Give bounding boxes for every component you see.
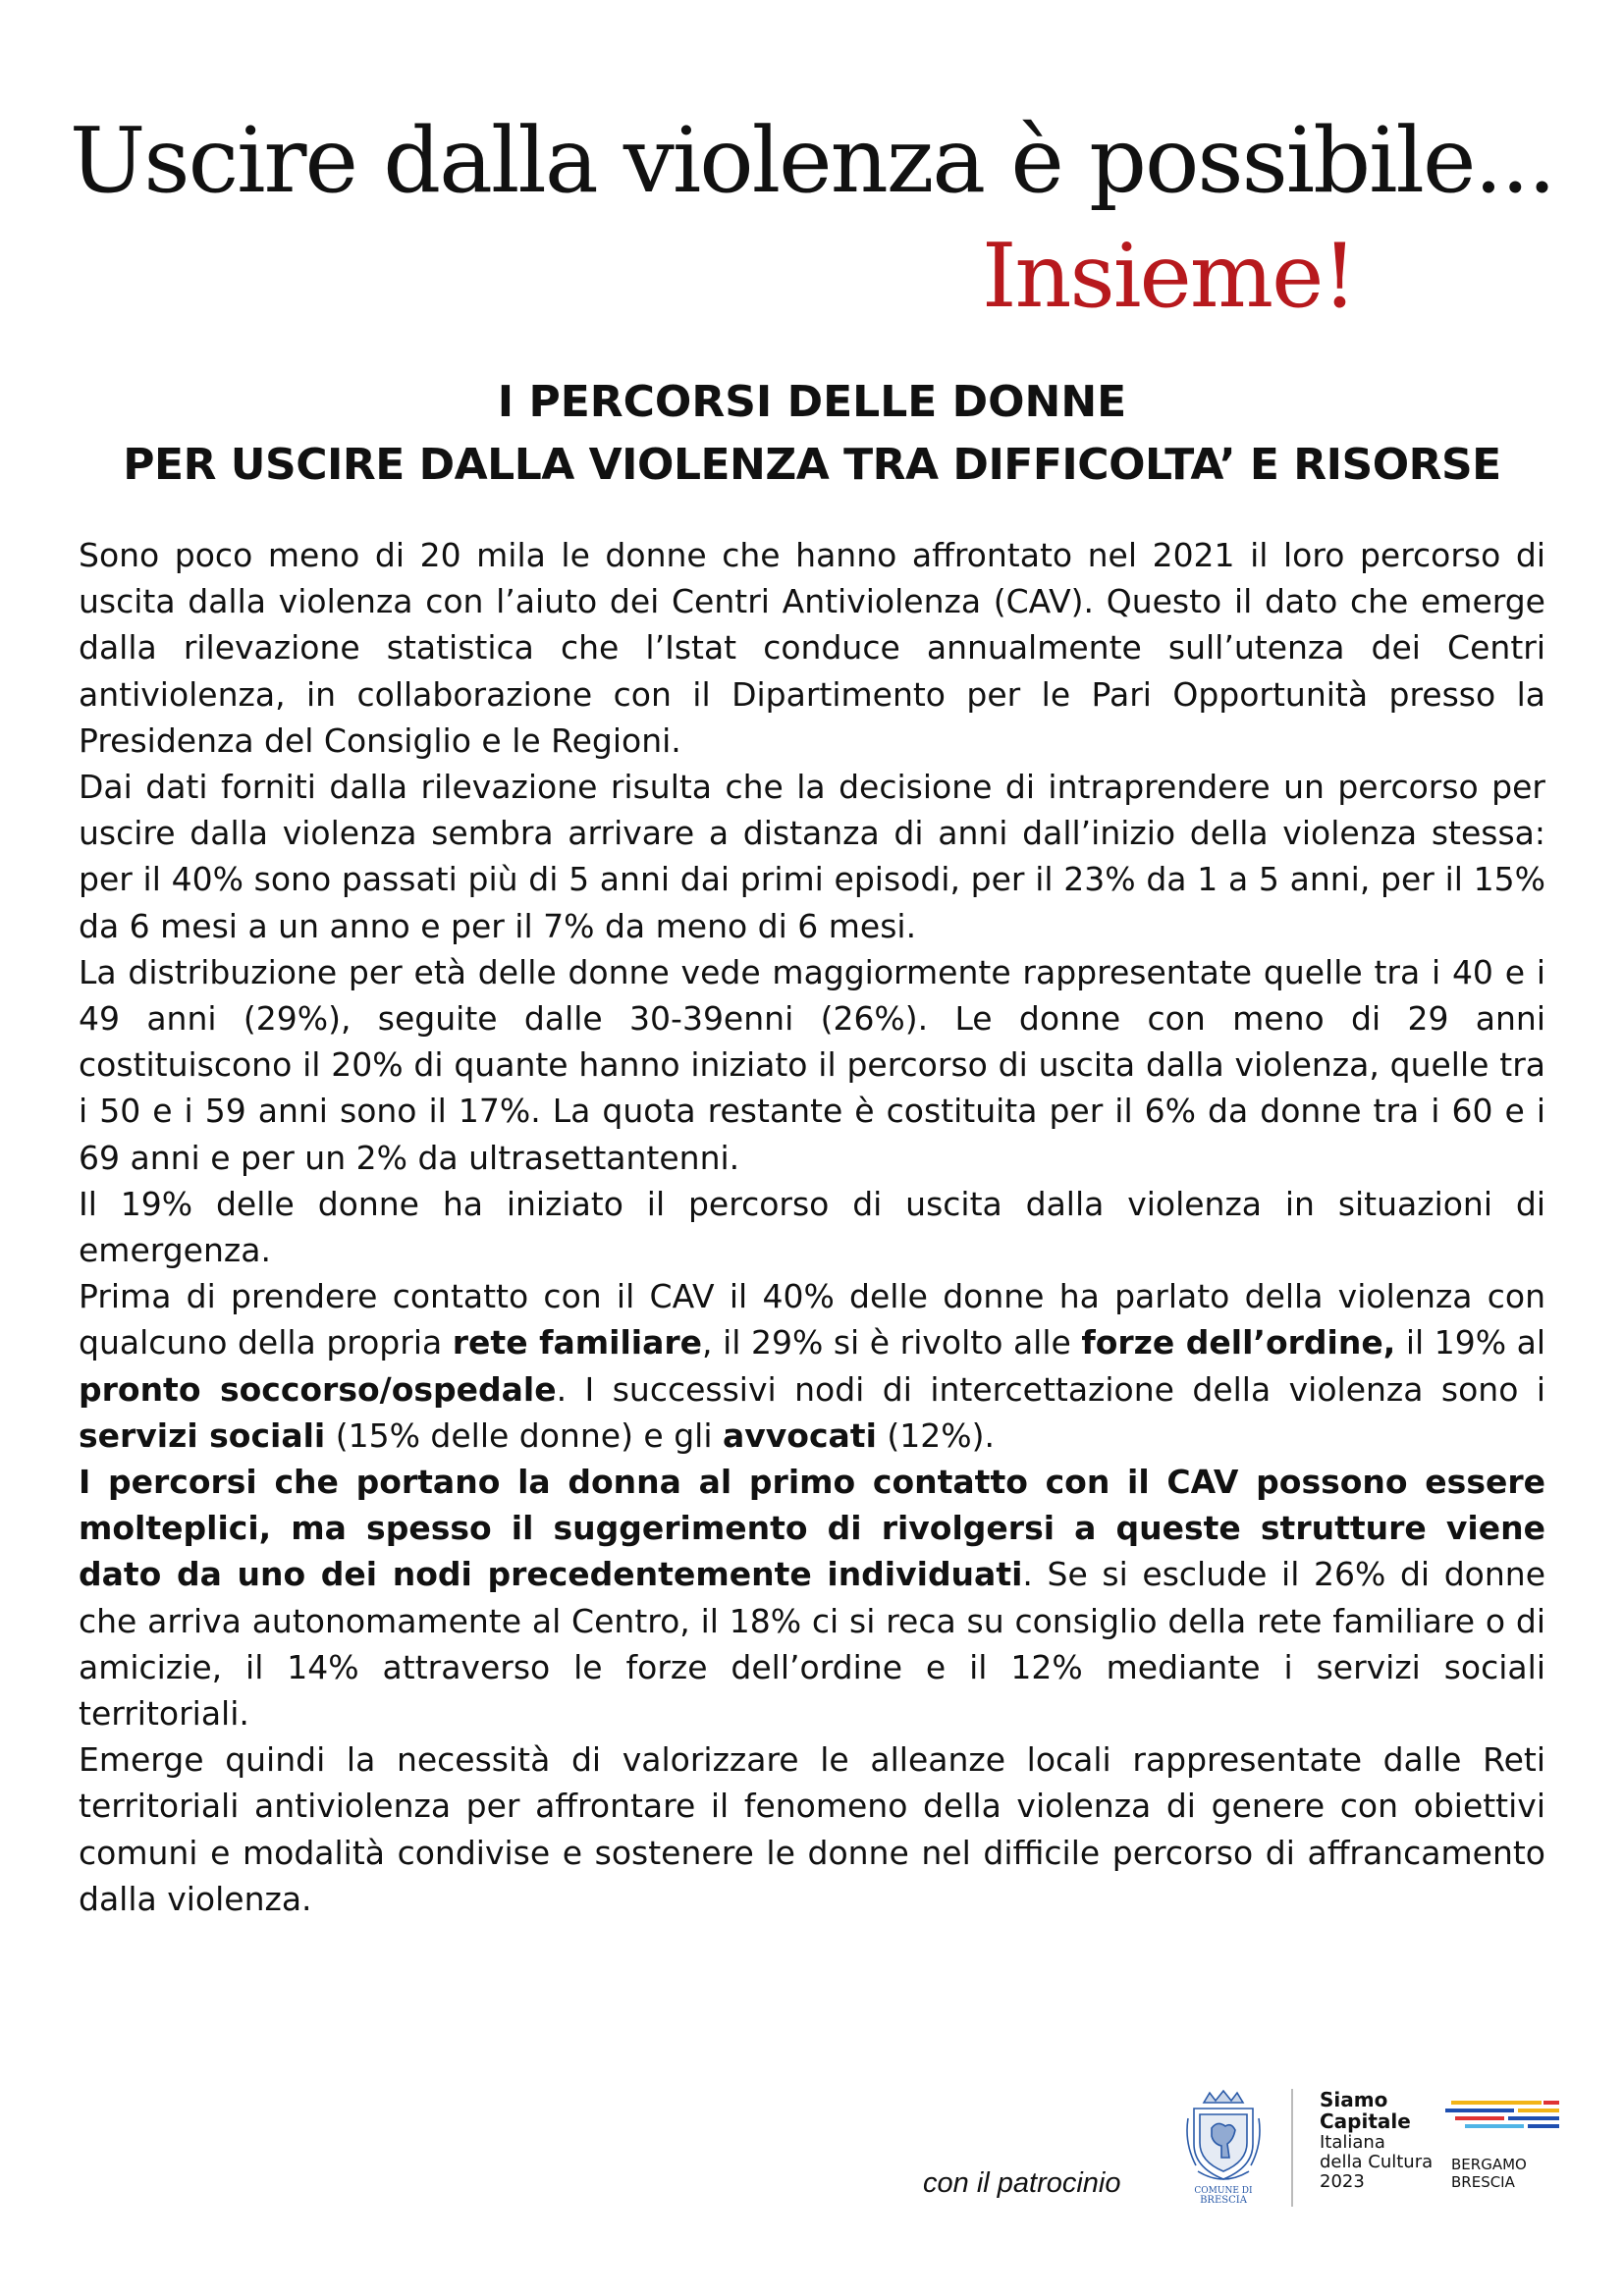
city-bergamo: BERGAMO: [1451, 2156, 1527, 2173]
logo-text-year: 2023: [1320, 2171, 1365, 2193]
article-body: [79, 532, 1545, 1922]
paragraph-paths: I percorsi che portano la donna al primo contatto con il CAV possono essere molteplici, ma spesso il suggerimento di rivolgersi a queste strutture viene dato da uno dei nodi precedentemente individuati. Se si esclude il 26% di donne che arriva autonomamente al Centro, il 18% ci si reca su consiglio della rete familiare o di amicizie, il 14% attraverso le forze dell’ordine e il 12% mediante i servizi sociali territoriali.: [79, 1463, 1545, 1734]
page-title-accent: Insieme!: [982, 225, 1356, 328]
logo-text-italiana: Italiana: [1320, 2131, 1385, 2153]
page-title: Uscire dalla violenza è possibile...: [69, 108, 1555, 213]
paragraph-age-distribution: La distribuzione per età delle donne vede maggiormente rappresentate quelle tra i 40 e i 49 anni (29%), seguite dalle 30-39enni (26%). Le donne con meno di 29 anni costituiscono il 20% di quante hanno iniziato il percorso di uscita dalla violenza, quelle tra i 50 e i 59 anni sono il 17%. La quota restante è costituita per il 6% da donne tra i 60 e i 69 anni e per un 2% da ultrasettantenni.: [79, 952, 1545, 1177]
logo-text-siamo: Siamo: [1320, 2088, 1388, 2111]
city-brescia: BRESCIA: [1451, 2173, 1515, 2191]
paragraph-emergency: Il 19% delle donne ha iniziato il percorso di uscita dalla violenza in situazioni di emergenza.: [79, 1184, 1545, 1270]
section-heading-line1: I PERCORSI DELLE DONNE: [497, 377, 1127, 427]
crest-caption-line2: BRESCIA: [1200, 2195, 1247, 2205]
patronage-label: con il patrocinio: [923, 2167, 1121, 2199]
paragraph-timing: Dai dati forniti dalla rilevazione risulta che la decisione di intraprendere un percorso per uscire dalla violenza sembra arrivare a distanza di anni dall’inizio della violenza stessa: per il 40% sono passati più di 5 anni dai primi episodi, per il 23% da 1 a 5 anni, per il 15% da 6 mesi a un anno e per il 7% da meno di 6 mesi.: [79, 768, 1545, 945]
section-heading-line2: PER USCIRE DALLA VIOLENZA TRA DIFFICOLTA’ E RISORSE: [123, 440, 1501, 490]
city-names: [1451, 2156, 1527, 2191]
colored-stripes-icon: [1445, 2099, 1561, 2134]
logo-text-capitale: Capitale: [1320, 2109, 1411, 2134]
paragraph-contacts: Prima di prendere contatto con il CAV il 40% delle donne ha parlato della violenza con qualcuno della propria rete familiare, il 29% si è rivolto alle forze dell’ordine, il 19% al pronto soccorso/ospedale. I successivi nodi di intercettazione della violenza sono i servizi sociali (15% delle donne) e gli avvocati (12%).: [79, 1277, 1546, 1455]
capitale-cultura-logo: [1320, 2089, 1433, 2192]
logo-text-cultura: della Cultura: [1320, 2151, 1434, 2172]
crest-caption-line1: COMUNE DI: [1194, 2186, 1253, 2196]
footer-divider: [1291, 2089, 1293, 2207]
paragraph-intro: Sono poco meno di 20 mila le donne che hanno affrontato nel 2021 il loro percorso di uscita dalla violenza con l’aiuto dei Centri Antiviolenza (CAV). Questo il dato che emerge dalla rilevazione statistica che l’Istat conduce annualmente sull’utenza dei Centri antiviolenza, in collaborazione con il Dipartimento per le Pari Opportunità presso la Presidenza del Consiglio e le Regioni.: [79, 536, 1545, 760]
comune-brescia-crest-icon: [1182, 2089, 1265, 2205]
paragraph-conclusion: Emerge quindi la necessità di valorizzare le alleanze locali rappresentate dalle Reti territoriali antiviolenza per affrontare il fenomeno della violenza di genere con obiettivi comuni e modalità condivise e sostenere le donne nel difficile percorso di affrancamento dalla violenza.: [79, 1740, 1545, 1918]
